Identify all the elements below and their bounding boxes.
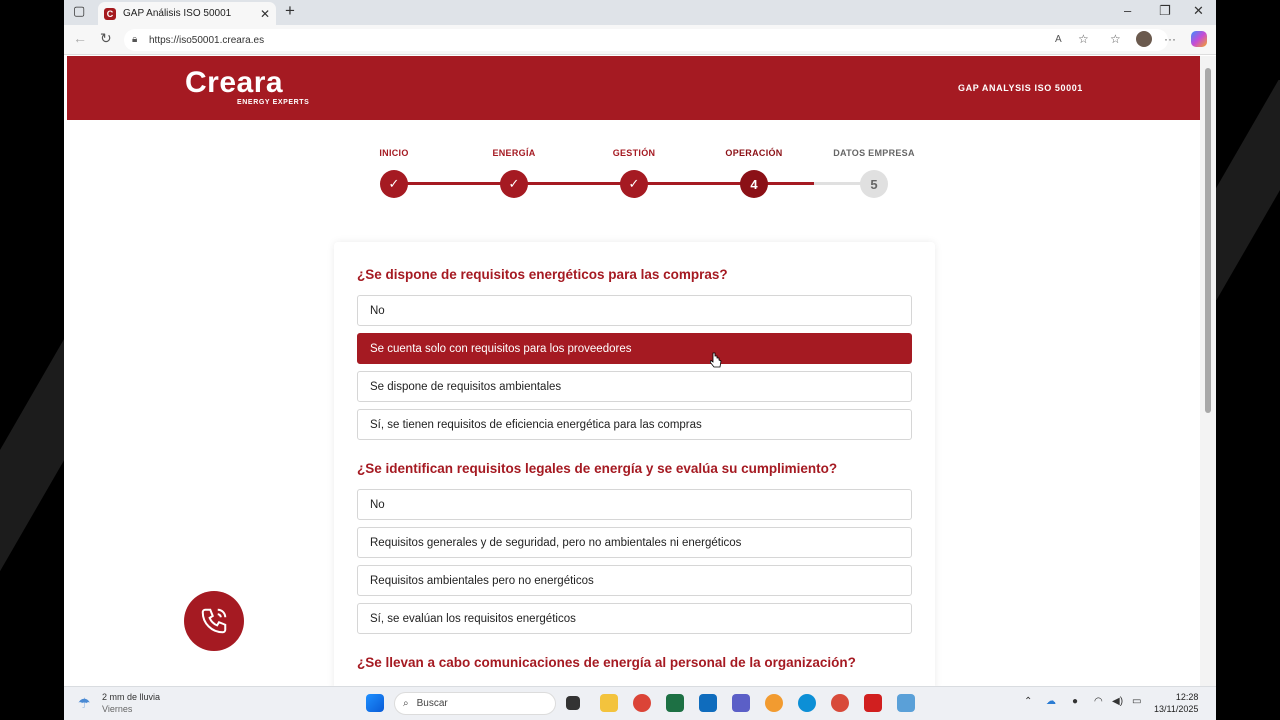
minimize-icon[interactable]: – [1124,3,1132,18]
url-field[interactable] [124,29,1168,51]
weather-title: 2 mm de lluvia [102,692,161,702]
chevron-up-icon[interactable]: ⌃ [1024,696,1033,707]
weather-widget[interactable] [102,691,160,715]
browser-window [64,0,1216,686]
search-icon: ⌕ [403,698,409,709]
option-button[interactable]: Requisitos generales y de seguridad, pero no ambientales ni energéticos [357,527,912,558]
favorites-icon[interactable]: ☆ [1110,32,1121,46]
read-aloud-icon[interactable]: A [1055,34,1062,45]
step-label: INICIO [379,148,409,158]
step-energia[interactable] [454,148,574,198]
option-button[interactable]: Requisitos ambientales pero no energéticos [357,565,912,596]
step-number: 5 [860,170,888,198]
wifi-icon[interactable]: ◠ [1094,696,1103,707]
step-number: 4 [740,170,768,198]
question-title: ¿Se dispone de requisitos energéticos para las compras? [357,267,728,282]
weather-subtitle: Viernes [102,704,133,714]
scrollbar-thumb[interactable] [1205,68,1211,413]
start-icon[interactable] [366,694,384,712]
back-icon[interactable]: ← [73,30,87,46]
question-title: ¿Se llevan a cabo comunicaciones de energía al personal de la organización? [357,655,856,670]
excel-icon[interactable] [666,694,684,712]
phone-icon [199,606,229,636]
task-view-icon[interactable] [566,696,580,710]
onedrive-icon[interactable]: ☁ [1046,696,1056,707]
favorite-star-icon[interactable]: ☆ [1078,32,1089,46]
step-label: OPERACIÓN [725,148,783,158]
page-scrollbar[interactable] [1200,56,1216,686]
option-button[interactable]: Sí, se evalúan los requisitos energéticos [357,603,912,634]
logo-tagline: ENERGY EXPERTS [237,99,310,106]
header-title: GAP ANALYSIS ISO 50001 [958,83,1083,93]
step-inicio[interactable] [334,148,454,198]
more-menu-icon[interactable]: ··· [1164,32,1176,46]
new-tab-icon[interactable]: + [285,1,295,20]
creara-logo[interactable] [185,66,310,106]
search-placeholder: Buscar [416,698,448,709]
file-explorer-icon[interactable] [600,694,618,712]
url-text[interactable]: https://iso50001.creara.es [149,35,265,46]
app-icon[interactable] [765,694,783,712]
windows-taskbar [64,686,1216,720]
acrobat-icon[interactable] [864,694,882,712]
weather-icon[interactable]: ☂ [78,695,91,711]
option-button-selected[interactable]: Se cuenta solo con requisitos para los proveedores [357,333,912,364]
call-button[interactable] [184,591,244,651]
refresh-icon[interactable]: ↻ [100,30,112,46]
progress-stepper [64,148,1216,208]
edge-icon[interactable] [798,694,816,712]
option-button[interactable]: Se dispone de requisitos ambientales [357,371,912,402]
tab-bar [64,0,1216,25]
microphone-icon[interactable]: ● [1072,696,1079,707]
tab-title: GAP Análisis ISO 50001 [123,8,232,19]
close-window-icon[interactable]: ✕ [1193,3,1204,18]
step-label: ENERGÍA [492,148,536,158]
browser-tab[interactable] [98,2,276,25]
favicon-icon: C [104,8,116,20]
site-header [67,56,1201,120]
chrome-icon[interactable] [633,694,651,712]
step-datos-empresa[interactable] [814,148,934,198]
profile-avatar[interactable] [1136,31,1152,47]
check-icon: ✓ [620,170,648,198]
step-gestion[interactable] [574,148,694,198]
lock-icon: 🔒︎ [132,34,138,45]
option-button[interactable]: No [357,489,912,520]
step-operacion[interactable] [694,148,814,198]
taskbar-search[interactable] [394,692,556,715]
address-bar [64,25,1216,55]
check-icon: ✓ [500,170,528,198]
app-red-icon[interactable] [831,694,849,712]
outlook-icon[interactable] [699,694,717,712]
option-button[interactable]: Sí, se tienen requisitos de eficiencia energética para las compras [357,409,912,440]
clock-date: 13/11/2025 [1154,704,1199,714]
teams-icon[interactable] [732,694,750,712]
questionnaire-card [334,242,935,686]
copilot-icon[interactable] [1191,31,1207,47]
clock-time: 12:28 [1175,692,1199,702]
tab-actions-icon[interactable]: ▢ [73,3,86,18]
mouse-cursor-icon [710,352,722,368]
question-title: ¿Se identifican requisitos legales de energía y se evalúa su cumplimiento? [357,461,838,476]
settings-app-icon[interactable] [897,694,915,712]
battery-icon[interactable]: ▭ [1132,696,1142,707]
step-label: DATOS EMPRESA [833,148,915,158]
maximize-icon[interactable]: ❐ [1159,3,1171,18]
check-icon: ✓ [380,170,408,198]
step-label: GESTIÓN [612,148,656,158]
system-clock[interactable] [1154,691,1198,715]
logo-wordmark: Creara [185,66,284,99]
volume-icon[interactable]: ◀) [1112,696,1124,707]
option-button[interactable]: No [357,295,912,326]
tab-close-icon[interactable]: ✕ [259,6,270,21]
